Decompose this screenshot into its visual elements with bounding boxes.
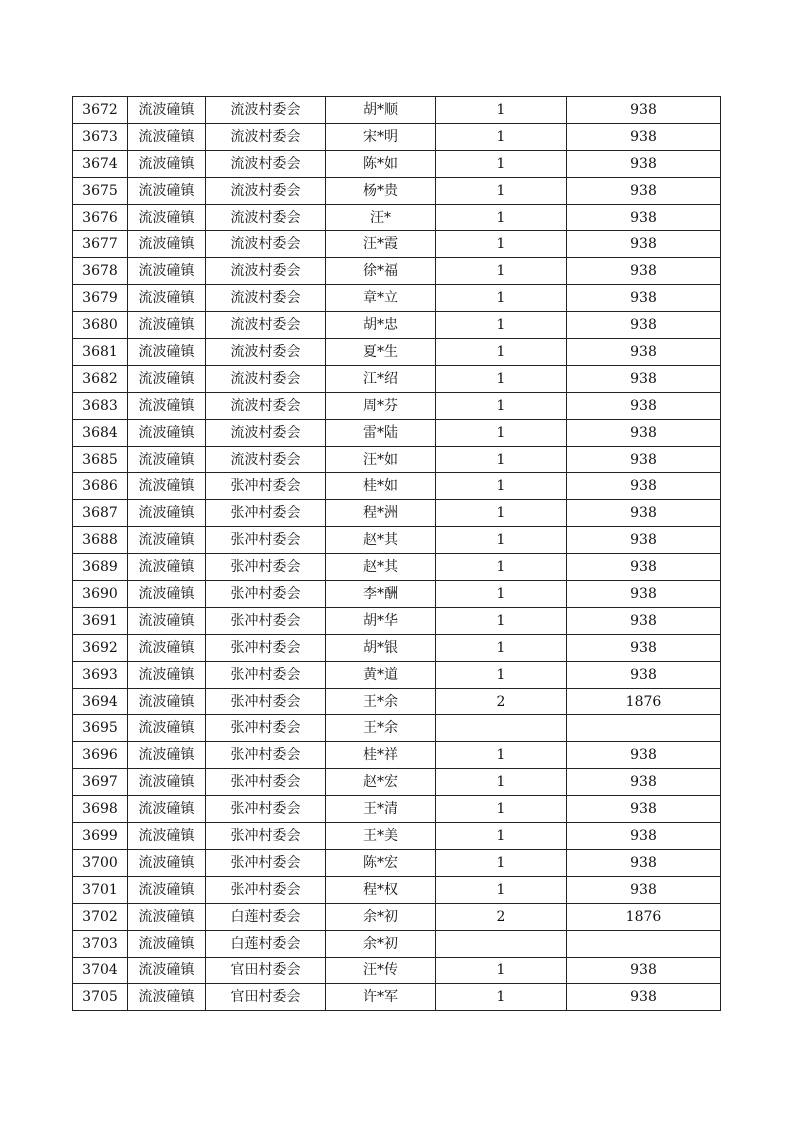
roster-table (72, 96, 721, 1011)
name-cell: 王*清 (326, 796, 436, 823)
table-row (73, 581, 721, 608)
amount-cell: 938 (567, 312, 721, 339)
amount-cell: 938 (567, 607, 721, 634)
table-row (73, 607, 721, 634)
name-cell: 夏*生 (326, 339, 436, 366)
amount-cell: 938 (567, 392, 721, 419)
row-number-cell: 3694 (73, 688, 128, 715)
row-number-cell: 3678 (73, 258, 128, 285)
village-cell: 流波村委会 (206, 419, 326, 446)
village-cell: 张冲村委会 (206, 500, 326, 527)
name-cell: 陈*如 (326, 150, 436, 177)
count-cell: 1 (436, 312, 567, 339)
village-cell: 流波村委会 (206, 392, 326, 419)
village-cell: 流波村委会 (206, 365, 326, 392)
table-row (73, 285, 721, 312)
name-cell: 程*洲 (326, 500, 436, 527)
town-cell: 流波䃥镇 (128, 150, 206, 177)
amount-cell: 938 (567, 446, 721, 473)
count-cell: 1 (436, 607, 567, 634)
village-cell: 流波村委会 (206, 231, 326, 258)
amount-cell: 938 (567, 634, 721, 661)
village-cell: 张冲村委会 (206, 849, 326, 876)
village-cell: 张冲村委会 (206, 876, 326, 903)
count-cell: 1 (436, 446, 567, 473)
name-cell: 黄*道 (326, 661, 436, 688)
town-cell: 流波䃥镇 (128, 473, 206, 500)
count-cell: 1 (436, 634, 567, 661)
amount-cell: 938 (567, 285, 721, 312)
table-row (73, 177, 721, 204)
village-cell: 流波村委会 (206, 97, 326, 124)
row-number-cell: 3673 (73, 123, 128, 150)
village-cell: 白莲村委会 (206, 930, 326, 957)
name-cell: 许*军 (326, 984, 436, 1011)
town-cell: 流波䃥镇 (128, 930, 206, 957)
name-cell: 周*芬 (326, 392, 436, 419)
count-cell: 1 (436, 204, 567, 231)
count-cell: 1 (436, 392, 567, 419)
name-cell: 桂*祥 (326, 742, 436, 769)
table-row (73, 392, 721, 419)
town-cell: 流波䃥镇 (128, 446, 206, 473)
row-number-cell: 3676 (73, 204, 128, 231)
name-cell: 章*立 (326, 285, 436, 312)
village-cell: 张冲村委会 (206, 554, 326, 581)
village-cell: 流波村委会 (206, 446, 326, 473)
table-row (73, 742, 721, 769)
town-cell: 流波䃥镇 (128, 258, 206, 285)
amount-cell: 938 (567, 849, 721, 876)
table-row (73, 957, 721, 984)
amount-cell: 938 (567, 823, 721, 850)
table-row (73, 446, 721, 473)
village-cell: 流波村委会 (206, 123, 326, 150)
name-cell: 程*权 (326, 876, 436, 903)
town-cell: 流波䃥镇 (128, 231, 206, 258)
count-cell: 1 (436, 473, 567, 500)
table-row (73, 123, 721, 150)
row-number-cell: 3690 (73, 581, 128, 608)
table-row (73, 688, 721, 715)
village-cell: 张冲村委会 (206, 823, 326, 850)
name-cell: 胡*华 (326, 607, 436, 634)
table-row (73, 554, 721, 581)
town-cell: 流波䃥镇 (128, 984, 206, 1011)
amount-cell: 1876 (567, 903, 721, 930)
name-cell: 胡*银 (326, 634, 436, 661)
count-cell: 1 (436, 554, 567, 581)
count-cell (436, 930, 567, 957)
row-number-cell: 3696 (73, 742, 128, 769)
name-cell: 汪* (326, 204, 436, 231)
name-cell: 余*初 (326, 903, 436, 930)
village-cell: 流波村委会 (206, 258, 326, 285)
amount-cell: 938 (567, 150, 721, 177)
row-number-cell: 3705 (73, 984, 128, 1011)
row-number-cell: 3684 (73, 419, 128, 446)
village-cell: 张冲村委会 (206, 607, 326, 634)
town-cell: 流波䃥镇 (128, 365, 206, 392)
amount-cell: 938 (567, 97, 721, 124)
row-number-cell: 3687 (73, 500, 128, 527)
town-cell: 流波䃥镇 (128, 177, 206, 204)
count-cell: 1 (436, 97, 567, 124)
village-cell: 官田村委会 (206, 957, 326, 984)
town-cell: 流波䃥镇 (128, 688, 206, 715)
count-cell: 1 (436, 177, 567, 204)
town-cell: 流波䃥镇 (128, 903, 206, 930)
row-number-cell: 3703 (73, 930, 128, 957)
row-number-cell: 3679 (73, 285, 128, 312)
amount-cell (567, 715, 721, 742)
amount-cell: 938 (567, 123, 721, 150)
table-row (73, 634, 721, 661)
name-cell: 胡*忠 (326, 312, 436, 339)
table-row (73, 849, 721, 876)
town-cell: 流波䃥镇 (128, 742, 206, 769)
table-row (73, 661, 721, 688)
roster-body (73, 97, 721, 1011)
amount-cell: 938 (567, 984, 721, 1011)
count-cell: 1 (436, 742, 567, 769)
row-number-cell: 3695 (73, 715, 128, 742)
table-row (73, 204, 721, 231)
row-number-cell: 3702 (73, 903, 128, 930)
row-number-cell: 3685 (73, 446, 128, 473)
village-cell: 张冲村委会 (206, 581, 326, 608)
row-number-cell: 3672 (73, 97, 128, 124)
name-cell: 汪*如 (326, 446, 436, 473)
town-cell: 流波䃥镇 (128, 500, 206, 527)
row-number-cell: 3693 (73, 661, 128, 688)
village-cell: 官田村委会 (206, 984, 326, 1011)
amount-cell: 938 (567, 769, 721, 796)
name-cell: 赵*宏 (326, 769, 436, 796)
name-cell: 雷*陆 (326, 419, 436, 446)
town-cell: 流波䃥镇 (128, 123, 206, 150)
row-number-cell: 3698 (73, 796, 128, 823)
count-cell: 1 (436, 285, 567, 312)
town-cell: 流波䃥镇 (128, 769, 206, 796)
count-cell: 1 (436, 419, 567, 446)
name-cell: 王*余 (326, 715, 436, 742)
town-cell: 流波䃥镇 (128, 527, 206, 554)
amount-cell: 938 (567, 473, 721, 500)
amount-cell: 938 (567, 796, 721, 823)
row-number-cell: 3700 (73, 849, 128, 876)
village-cell: 流波村委会 (206, 339, 326, 366)
town-cell: 流波䃥镇 (128, 285, 206, 312)
amount-cell: 1876 (567, 688, 721, 715)
village-cell: 张冲村委会 (206, 473, 326, 500)
row-number-cell: 3681 (73, 339, 128, 366)
row-number-cell: 3688 (73, 527, 128, 554)
count-cell: 1 (436, 581, 567, 608)
row-number-cell: 3686 (73, 473, 128, 500)
amount-cell: 938 (567, 258, 721, 285)
town-cell: 流波䃥镇 (128, 554, 206, 581)
count-cell: 1 (436, 339, 567, 366)
count-cell: 1 (436, 796, 567, 823)
row-number-cell: 3704 (73, 957, 128, 984)
amount-cell: 938 (567, 177, 721, 204)
village-cell: 流波村委会 (206, 150, 326, 177)
row-number-cell: 3701 (73, 876, 128, 903)
amount-cell: 938 (567, 957, 721, 984)
row-number-cell: 3692 (73, 634, 128, 661)
table-row (73, 150, 721, 177)
table-row (73, 500, 721, 527)
amount-cell: 938 (567, 204, 721, 231)
table-row (73, 876, 721, 903)
village-cell: 张冲村委会 (206, 769, 326, 796)
village-cell: 张冲村委会 (206, 634, 326, 661)
amount-cell: 938 (567, 231, 721, 258)
amount-cell: 938 (567, 527, 721, 554)
row-number-cell: 3682 (73, 365, 128, 392)
count-cell: 1 (436, 258, 567, 285)
town-cell: 流波䃥镇 (128, 607, 206, 634)
count-cell (436, 715, 567, 742)
name-cell: 王*余 (326, 688, 436, 715)
name-cell: 徐*福 (326, 258, 436, 285)
amount-cell: 938 (567, 581, 721, 608)
table-row (73, 823, 721, 850)
town-cell: 流波䃥镇 (128, 796, 206, 823)
count-cell: 1 (436, 150, 567, 177)
count-cell: 1 (436, 984, 567, 1011)
table-row (73, 903, 721, 930)
row-number-cell: 3677 (73, 231, 128, 258)
count-cell: 1 (436, 849, 567, 876)
town-cell: 流波䃥镇 (128, 339, 206, 366)
town-cell: 流波䃥镇 (128, 849, 206, 876)
amount-cell: 938 (567, 339, 721, 366)
town-cell: 流波䃥镇 (128, 97, 206, 124)
village-cell: 张冲村委会 (206, 742, 326, 769)
amount-cell: 938 (567, 554, 721, 581)
town-cell: 流波䃥镇 (128, 204, 206, 231)
village-cell: 张冲村委会 (206, 715, 326, 742)
village-cell: 张冲村委会 (206, 688, 326, 715)
row-number-cell: 3680 (73, 312, 128, 339)
name-cell: 汪*霞 (326, 231, 436, 258)
table-row (73, 258, 721, 285)
row-number-cell: 3674 (73, 150, 128, 177)
village-cell: 流波村委会 (206, 177, 326, 204)
name-cell: 汪*传 (326, 957, 436, 984)
count-cell: 1 (436, 527, 567, 554)
village-cell: 张冲村委会 (206, 661, 326, 688)
town-cell: 流波䃥镇 (128, 957, 206, 984)
table-row (73, 527, 721, 554)
row-number-cell: 3697 (73, 769, 128, 796)
village-cell: 流波村委会 (206, 285, 326, 312)
table-row (73, 312, 721, 339)
count-cell: 1 (436, 876, 567, 903)
amount-cell: 938 (567, 876, 721, 903)
name-cell: 宋*明 (326, 123, 436, 150)
table-row (73, 339, 721, 366)
amount-cell: 938 (567, 742, 721, 769)
name-cell: 余*初 (326, 930, 436, 957)
count-cell: 2 (436, 903, 567, 930)
count-cell: 1 (436, 769, 567, 796)
row-number-cell: 3683 (73, 392, 128, 419)
table-row (73, 473, 721, 500)
table-row (73, 796, 721, 823)
town-cell: 流波䃥镇 (128, 634, 206, 661)
village-cell: 张冲村委会 (206, 796, 326, 823)
amount-cell (567, 930, 721, 957)
village-cell: 流波村委会 (206, 312, 326, 339)
table-row (73, 419, 721, 446)
name-cell: 杨*贵 (326, 177, 436, 204)
table-row (73, 715, 721, 742)
name-cell: 赵*其 (326, 554, 436, 581)
name-cell: 李*酬 (326, 581, 436, 608)
town-cell: 流波䃥镇 (128, 876, 206, 903)
table-row (73, 769, 721, 796)
count-cell: 1 (436, 365, 567, 392)
count-cell: 1 (436, 823, 567, 850)
count-cell: 1 (436, 231, 567, 258)
village-cell: 张冲村委会 (206, 527, 326, 554)
amount-cell: 938 (567, 500, 721, 527)
town-cell: 流波䃥镇 (128, 823, 206, 850)
village-cell: 白莲村委会 (206, 903, 326, 930)
row-number-cell: 3699 (73, 823, 128, 850)
count-cell: 2 (436, 688, 567, 715)
name-cell: 陈*宏 (326, 849, 436, 876)
count-cell: 1 (436, 957, 567, 984)
table-row (73, 930, 721, 957)
town-cell: 流波䃥镇 (128, 312, 206, 339)
table-row (73, 984, 721, 1011)
count-cell: 1 (436, 123, 567, 150)
name-cell: 胡*顺 (326, 97, 436, 124)
name-cell: 赵*其 (326, 527, 436, 554)
name-cell: 江*绍 (326, 365, 436, 392)
count-cell: 1 (436, 661, 567, 688)
village-cell: 流波村委会 (206, 204, 326, 231)
row-number-cell: 3691 (73, 607, 128, 634)
table-row (73, 97, 721, 124)
count-cell: 1 (436, 500, 567, 527)
name-cell: 桂*如 (326, 473, 436, 500)
row-number-cell: 3675 (73, 177, 128, 204)
row-number-cell: 3689 (73, 554, 128, 581)
amount-cell: 938 (567, 419, 721, 446)
amount-cell: 938 (567, 661, 721, 688)
table-row (73, 365, 721, 392)
amount-cell: 938 (567, 365, 721, 392)
town-cell: 流波䃥镇 (128, 581, 206, 608)
town-cell: 流波䃥镇 (128, 715, 206, 742)
town-cell: 流波䃥镇 (128, 392, 206, 419)
town-cell: 流波䃥镇 (128, 419, 206, 446)
name-cell: 王*美 (326, 823, 436, 850)
table-row (73, 231, 721, 258)
town-cell: 流波䃥镇 (128, 661, 206, 688)
